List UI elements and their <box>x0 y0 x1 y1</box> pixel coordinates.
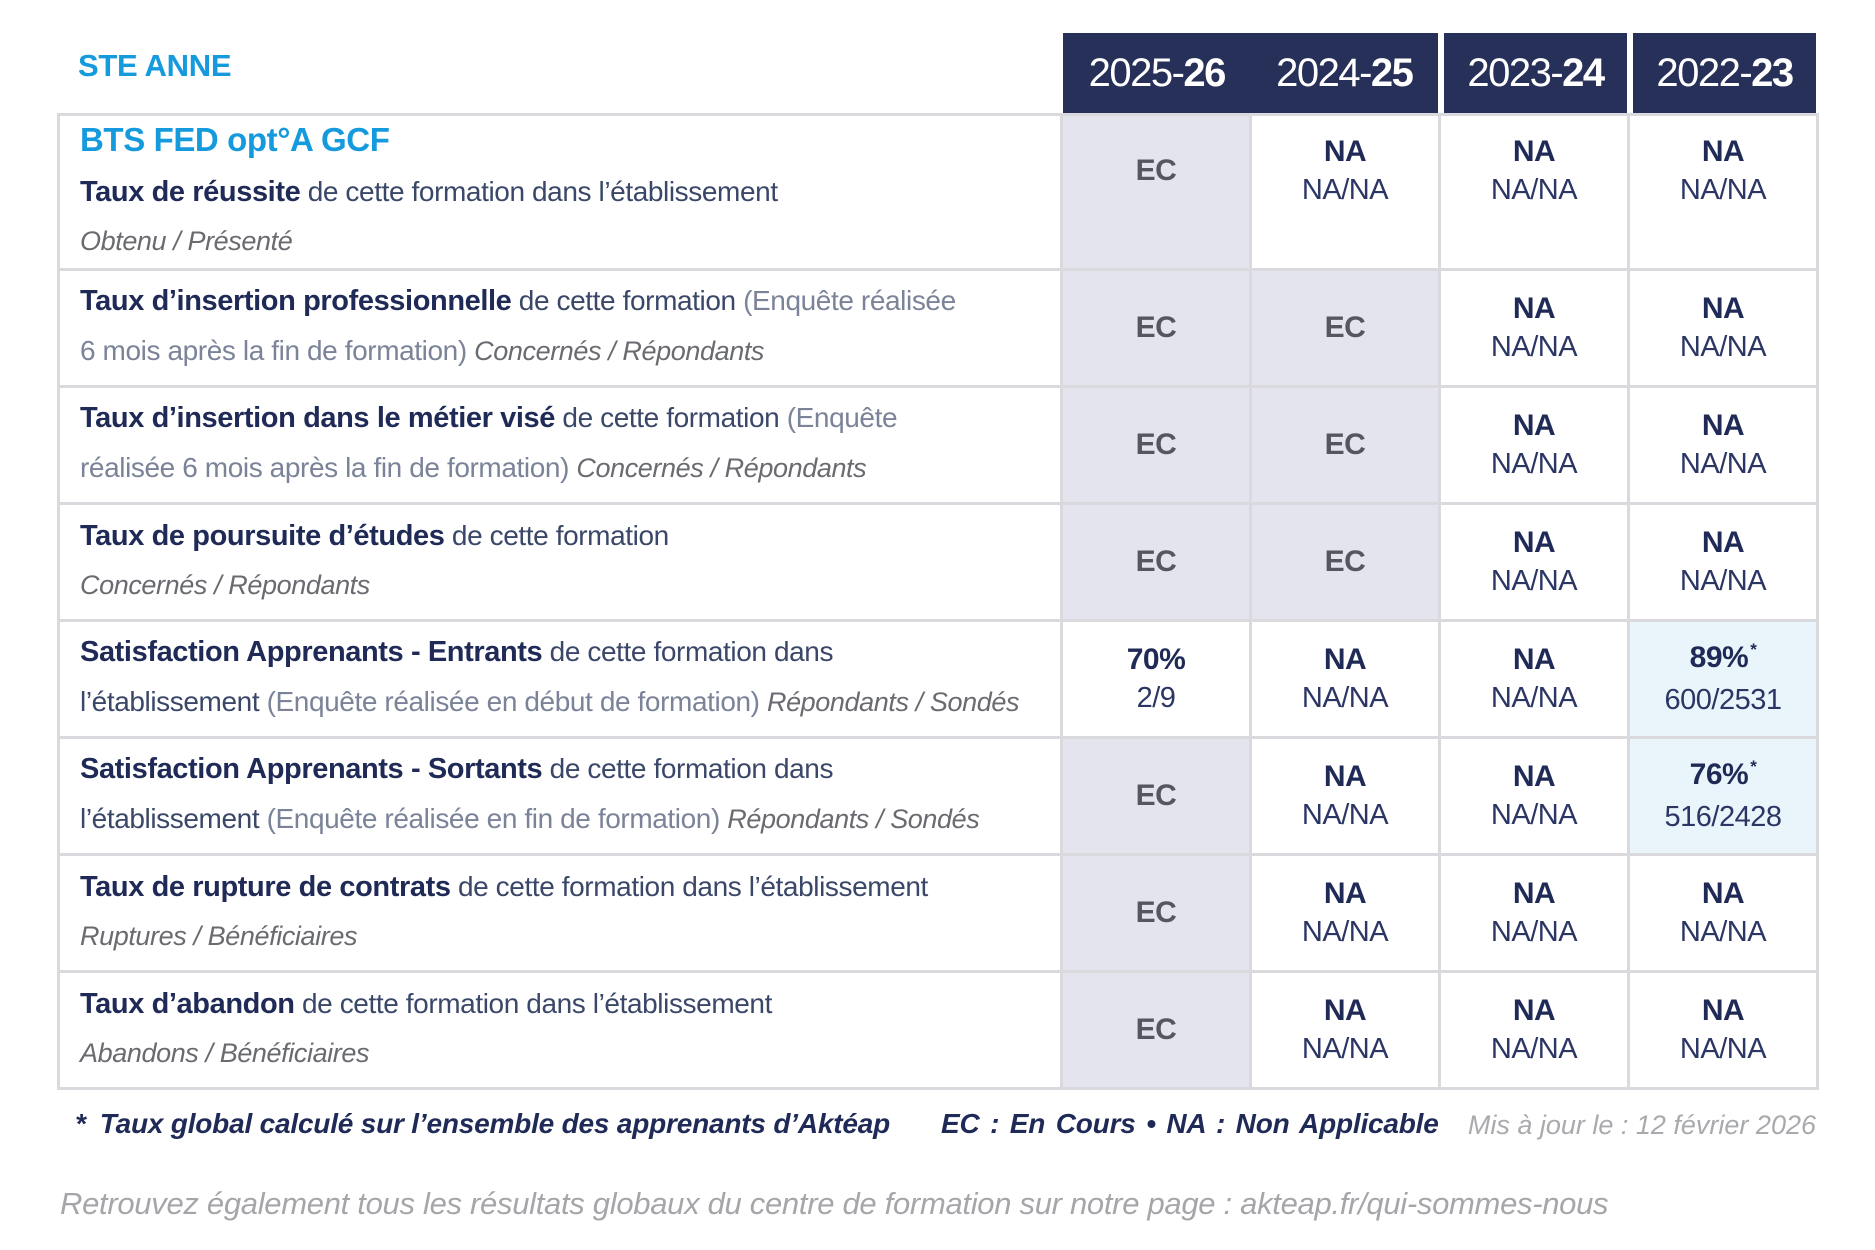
cell-value: EC <box>1324 311 1366 344</box>
cell-value: NA <box>1512 760 1556 793</box>
asterisk-note-marker: * <box>1750 757 1757 776</box>
cell-ratio: NA/NA <box>1301 799 1389 831</box>
row-label-segment-desc: l’établissement <box>80 686 267 717</box>
cell-value: EC <box>1135 311 1177 344</box>
cell-ratio: NA/NA <box>1679 331 1767 363</box>
cell-ratio: NA/NA <box>1679 174 1767 206</box>
cell-value: NA <box>1512 526 1556 559</box>
cell-abandon-2024-25 <box>1252 973 1438 1087</box>
cell-ratio: NA/NA <box>1301 916 1389 948</box>
row-label-segment-sub: Concernés / Répondants <box>474 336 765 366</box>
cell-ratio: NA/NA <box>1301 1033 1389 1065</box>
cell-value: NA <box>1701 135 1745 168</box>
cell-value: NA <box>1512 135 1556 168</box>
cell-value: EC <box>1135 1013 1177 1046</box>
cell-ratio: NA/NA <box>1490 448 1578 480</box>
cell-insertion-professionnelle-2023-24 <box>1441 271 1627 385</box>
cell-ratio: 600/2531 <box>1664 684 1782 716</box>
cell-poursuite-etudes-2023-24 <box>1441 505 1627 619</box>
row-label-segment-paren: (Enquête réalisée en début de formation) <box>266 686 767 717</box>
cell-rupture-contrats-2025-26 <box>1063 856 1249 970</box>
row-label-segment-title: Satisfaction Apprenants - Sortants <box>80 753 543 785</box>
cell-value: EC <box>1135 896 1177 929</box>
cell-value: NA <box>1323 643 1367 676</box>
row-label-segment-sub: Répondants / Sondés <box>727 804 980 834</box>
cell-taux-de-reussite-2023-24 <box>1441 116 1627 268</box>
year-header <box>1063 33 1816 113</box>
cell-value: NA <box>1701 526 1745 559</box>
row-label-insertion-professionnelle <box>60 271 1060 385</box>
cell-rupture-contrats-2023-24 <box>1441 856 1627 970</box>
row-label-segment-desc: de cette formation dans <box>542 753 834 784</box>
row-label-segment-desc: de cette formation dans l’établissement <box>300 175 778 207</box>
cell-abandon-2022-23 <box>1630 973 1816 1087</box>
row-label-segment-title: Taux d’abandon <box>80 987 295 1020</box>
cell-satisfaction-sortants-2022-23 <box>1630 739 1816 853</box>
cell-value: EC <box>1135 154 1177 187</box>
cell-ratio: NA/NA <box>1679 916 1767 948</box>
cell-poursuite-etudes-2024-25 <box>1252 505 1438 619</box>
row-label-segment-desc: de cette formation <box>444 519 669 551</box>
row-label-abandon <box>60 973 1060 1087</box>
cell-insertion-professionnelle-2022-23 <box>1630 271 1816 385</box>
cell-ratio: NA/NA <box>1490 799 1578 831</box>
cell-abandon-2023-24 <box>1441 973 1627 1087</box>
cell-ratio: NA/NA <box>1490 331 1578 363</box>
last-updated: Mis à jour le : 12 février 2026 <box>1467 1110 1816 1140</box>
cell-value: EC <box>1135 428 1177 461</box>
cell-value: NA <box>1323 877 1367 910</box>
row-label-segment-sub: Ruptures / Bénéficiaires <box>80 920 358 951</box>
row-label-segment-desc: de cette formation <box>555 402 787 433</box>
cell-value: NA <box>1512 994 1556 1027</box>
cell-value: NA <box>1701 877 1745 910</box>
row-label-segment-paren: réalisée 6 mois après la fin de formation) <box>80 452 577 483</box>
row-label-segment-sub: Obtenu / Présenté <box>80 225 293 256</box>
row-label-taux-de-reussite <box>60 116 1060 268</box>
row-label-segment-desc: l’établissement <box>80 803 267 834</box>
year-column-2024-25: 2024- 25 <box>1276 50 1413 95</box>
year-header-group-current <box>1063 33 1438 113</box>
cell-insertion-professionnelle-2024-25 <box>1252 271 1438 385</box>
row-label-segment-paren: 6 mois après la fin de formation) <box>80 335 475 366</box>
cell-rupture-contrats-2024-25 <box>1252 856 1438 970</box>
cell-satisfaction-sortants-2025-26 <box>1063 739 1249 853</box>
year-column-2022-23: 2022- 23 <box>1656 50 1793 95</box>
cell-value: EC <box>1135 545 1177 578</box>
cell-value: NA <box>1701 994 1745 1027</box>
results-table <box>57 113 1819 1090</box>
cell-value: EC <box>1324 428 1366 461</box>
cell-insertion-metier-vise-2025-26 <box>1063 388 1249 502</box>
cell-value: EC <box>1324 545 1366 578</box>
row-label-segment-desc: de cette formation dans <box>542 636 834 667</box>
row-label-rupture-contrats <box>60 856 1060 970</box>
cell-value: NA <box>1701 409 1745 442</box>
row-label-segment-title: Taux d’insertion dans le métier visé <box>80 402 556 434</box>
cell-satisfaction-entrants-2023-24 <box>1441 622 1627 736</box>
cell-ratio: NA/NA <box>1301 682 1389 714</box>
abbreviation-legend: EC : En Cours • NA : Non Applicable <box>941 1108 1439 1139</box>
row-label-segment-sub: Concernés / Répondants <box>80 569 370 600</box>
row-label-insertion-metier-vise <box>60 388 1060 502</box>
cell-insertion-metier-vise-2023-24 <box>1441 388 1627 502</box>
cell-value: EC <box>1135 779 1177 812</box>
cell-value: NA <box>1323 994 1367 1027</box>
cell-ratio: NA/NA <box>1490 916 1578 948</box>
row-label-segment-sub: Répondants / Sondés <box>766 687 1020 717</box>
year-header-group-2022-23 <box>1633 33 1816 113</box>
cell-taux-de-reussite-2022-23 <box>1630 116 1816 268</box>
cell-insertion-professionnelle-2025-26 <box>1063 271 1249 385</box>
cell-value: NA <box>1512 292 1556 325</box>
cell-satisfaction-entrants-2025-26 <box>1063 622 1249 736</box>
row-label-segment-title: Satisfaction Apprenants - Entrants <box>80 636 543 668</box>
cell-taux-de-reussite-2025-26 <box>1063 116 1249 268</box>
row-label-segment-title: Taux de réussite <box>80 175 301 208</box>
cell-abandon-2025-26 <box>1063 973 1249 1087</box>
row-label-satisfaction-sortants <box>60 739 1060 853</box>
cell-value: NA <box>1323 760 1367 793</box>
row-label-segment-desc: de cette formation dans l’établissement <box>450 870 928 902</box>
cell-ratio: NA/NA <box>1490 174 1578 206</box>
row-label-segment-title: Taux de rupture de contrats <box>80 870 451 903</box>
cell-value: NA <box>1512 643 1556 676</box>
asterisk-marker: * <box>75 1108 86 1139</box>
cell-poursuite-etudes-2022-23 <box>1630 505 1816 619</box>
row-label-segment-title: Taux d’insertion professionnelle <box>80 285 512 317</box>
cell-ratio: NA/NA <box>1490 565 1578 597</box>
footnote-text: Taux global calculé sur l’ensemble des apprenants d’Aktéap <box>99 1108 890 1139</box>
row-label-segment-paren: (Enquête réalisée <box>743 285 956 316</box>
row-label-segment-paren: (Enquête réalisée en fin de formation) <box>266 803 728 834</box>
cell-poursuite-etudes-2025-26 <box>1063 505 1249 619</box>
cell-value: 76% * <box>1689 757 1757 791</box>
cell-ratio: NA/NA <box>1490 1033 1578 1065</box>
year-header-group-2023-24 <box>1444 33 1627 113</box>
year-column-2025-26: 2025- 26 <box>1088 50 1225 95</box>
row-label-segment-desc: de cette formation <box>511 285 744 316</box>
cell-ratio: NA/NA <box>1679 448 1767 480</box>
cell-satisfaction-entrants-2024-25 <box>1252 622 1438 736</box>
cell-value: NA <box>1512 409 1556 442</box>
cell-ratio: 2/9 <box>1136 682 1176 714</box>
program-title: BTS FED opt°A GCF <box>80 120 390 158</box>
cell-rupture-contrats-2022-23 <box>1630 856 1816 970</box>
row-label-satisfaction-entrants <box>60 622 1060 736</box>
cell-satisfaction-entrants-2022-23 <box>1630 622 1816 736</box>
cell-ratio: NA/NA <box>1490 682 1578 714</box>
year-column-2023-24: 2023- 24 <box>1467 50 1604 95</box>
cell-satisfaction-sortants-2024-25 <box>1252 739 1438 853</box>
cell-ratio: NA/NA <box>1301 174 1389 206</box>
global-results-line: Retrouvez également tous les résultats globaux du centre de formation sur notre page : akteap.fr/qui-sommes-nous <box>60 1186 1609 1221</box>
cell-insertion-metier-vise-2024-25 <box>1252 388 1438 502</box>
row-label-segment-sub: Concernés / Répondants <box>576 453 867 483</box>
cell-ratio: 516/2428 <box>1664 801 1782 833</box>
row-label-segment-title: Taux de poursuite d’études <box>80 519 445 552</box>
establishment-name: STE ANNE <box>78 48 232 83</box>
row-label-segment-desc: de cette formation dans l’établissement <box>294 987 772 1019</box>
cell-value: 89% * <box>1689 640 1757 674</box>
cell-ratio: NA/NA <box>1679 1033 1767 1065</box>
row-label-segment-paren: (Enquête <box>786 402 898 433</box>
cell-insertion-metier-vise-2022-23 <box>1630 388 1816 502</box>
cell-value: NA <box>1323 135 1367 168</box>
cell-value: NA <box>1701 292 1745 325</box>
row-label-segment-sub: Abandons / Bénéficiaires <box>80 1037 370 1068</box>
cell-satisfaction-sortants-2023-24 <box>1441 739 1627 853</box>
cell-taux-de-reussite-2024-25 <box>1252 116 1438 268</box>
cell-value: NA <box>1512 877 1556 910</box>
footnote <box>75 1108 890 1140</box>
row-label-poursuite-etudes <box>60 505 1060 619</box>
cell-value: 70% <box>1126 643 1186 676</box>
asterisk-note-marker: * <box>1750 640 1757 659</box>
cell-ratio: NA/NA <box>1679 565 1767 597</box>
